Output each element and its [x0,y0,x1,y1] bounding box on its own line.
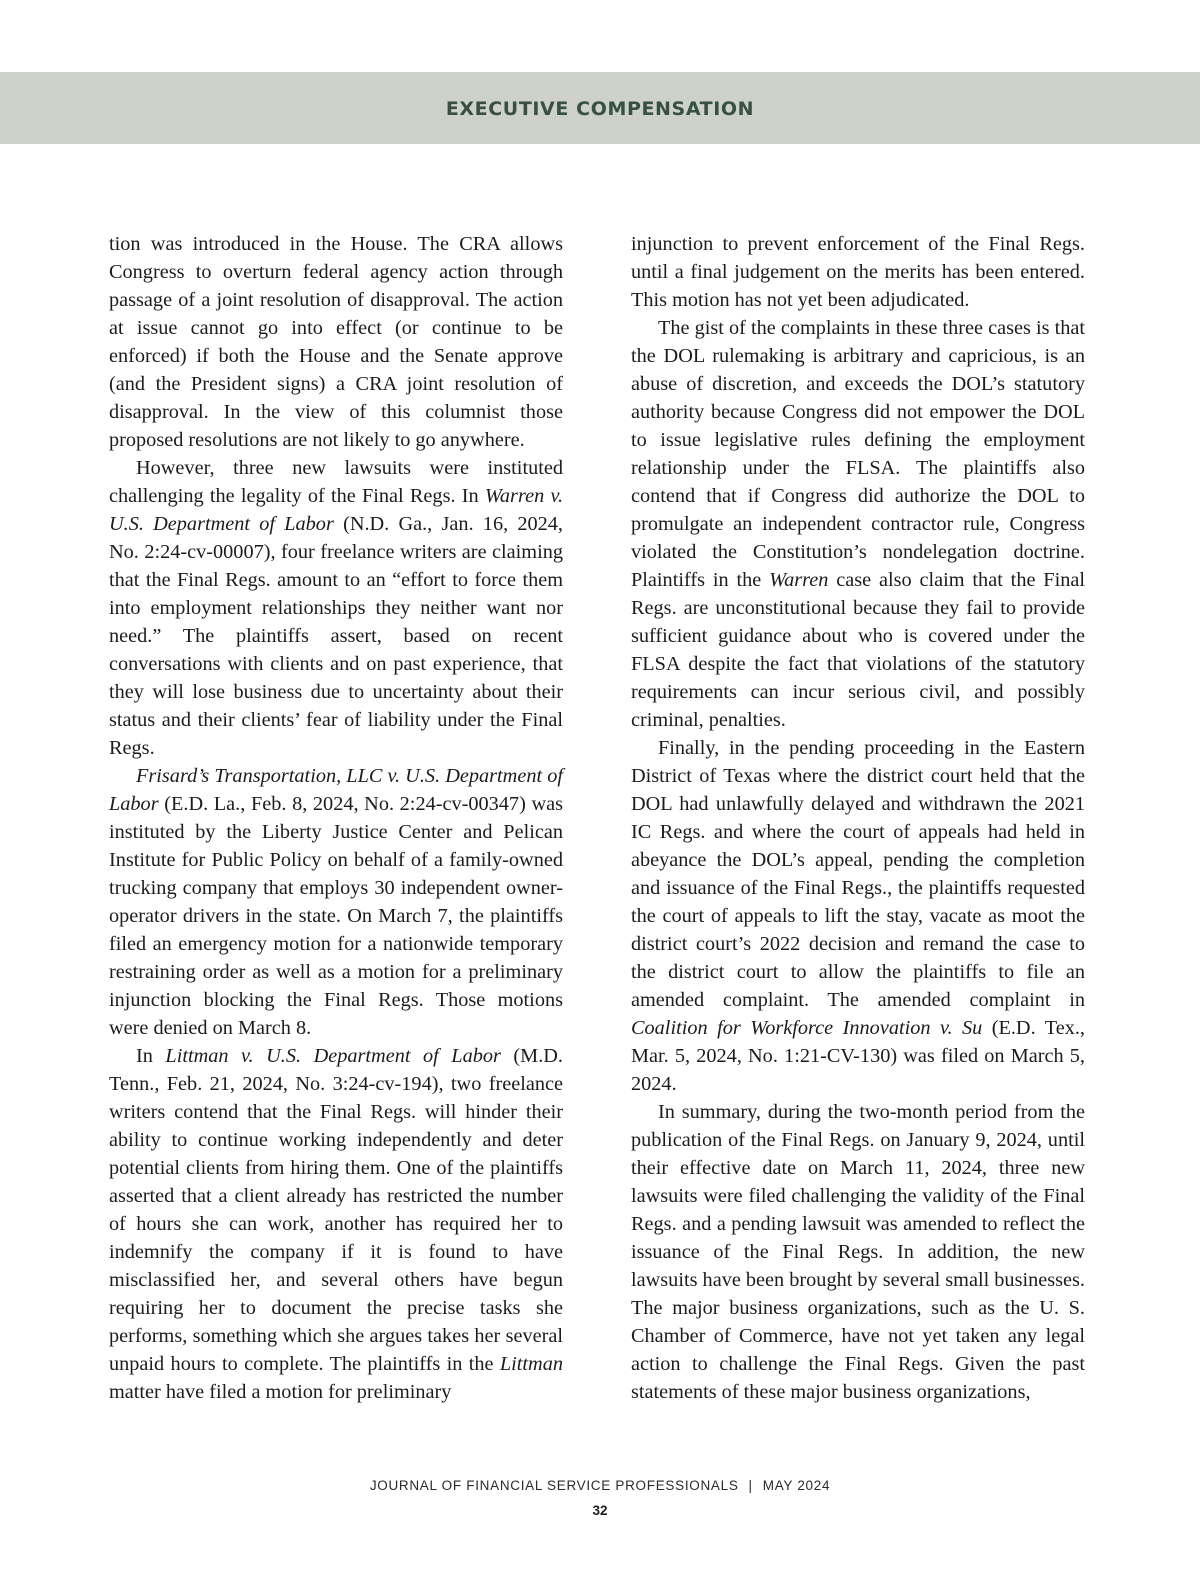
paragraph-text: In summary, during the two-month period from the publication of the Final Regs. on January 9, 2024, until their effective date on March 11, 2024, three new lawsuits were filed challenging the validity of the Final Regs. and a pending lawsuit was amended to reflect the issuance of the Final Regs. In addition, the new lawsuits have been brought by several small businesses. The major business organizations, such as the U. S. Chamber of Commerce, have not yet taken any legal action to challenge the Final Regs. Given the past statements of these major business organizations, [631,1101,1085,1403]
footer-separator: | [748,1478,753,1493]
case-name: Coalition for Workforce Innovation v. Su [631,1017,983,1039]
paragraph [109,762,563,1042]
paragraph-text: Finally, in the pending proceeding in the Eastern District of Texas where the district court held that the DOL had unlawfully delayed and withdrawn the 2021 IC Regs. and where the court of appeals had held in abeyance the DOL’s appeal, pending the completion and issuance of the Final Regs., the plaintiffs requested the court of appeals to lift the stay, vacate as moot the district court’s 2022 decision and remand the case to the district court to allow the plaintiffs to file an amended complaint. The amended complaint in [631,737,1085,1011]
case-name: Littman [499,1353,563,1375]
paragraph-text: The gist of the complaints in these three cases is that the DOL rulemaking is arbitrary and capricious, is an abuse of discretion, and exceeds the DOL’s statutory authority because Congress did not empower the DOL to issue legislative rules defining the employment relationship under the FLSA. The plaintiffs also contend that if Congress did authorize the DOL to promulgate an independent contractor rule, Congress violated the Constitution’s nondelegation doctrine. Plaintiffs in the [631,317,1085,591]
paragraph-text: injunction to prevent enforcement of the Final Regs. until a final judgement on the merits has been entered. This motion has not yet been adjudicated. [631,233,1085,311]
paragraph-text: In [136,1045,166,1067]
case-name: Warren v. U.S. Department of Labor [109,485,564,535]
paragraph [631,230,1085,314]
right-column [631,230,1085,1406]
paragraph [109,230,563,454]
left-column [109,230,563,1406]
footer-journal-line [0,1478,1200,1493]
paragraph-text: case also claim that the Final Regs. are unconstitutional because they fail to provide sufficient guidance about who is covered under the FLSA despite the fact that violations of the statutory requirements can incur serious civil, and possibly criminal, penalties. [631,569,1085,731]
case-name: Warren [769,569,829,591]
section-title: EXECUTIVE COMPENSATION [445,98,755,120]
paragraph [631,1098,1085,1406]
case-name: Littman v. U.S. Department of Labor [165,1045,501,1067]
case-name: Frisard’s Transportation, LLC v. U.S. Department of Labor [109,765,563,815]
paragraph [109,1042,563,1406]
paragraph-text: (E.D. Tex., Mar. 5, 2024, No. 1:21-CV-130) was filed on March 5, 2024. [631,1017,1085,1095]
paragraph-text: (E.D. La., Feb. 8, 2024, No. 2:24-cv-00347) was instituted by the Liberty Justice Center and Pelican Institute for Public Policy on behalf of a family-owned trucking company that employs 30 independent owner-operator drivers in the state. On March 7, the plaintiffs filed an emergency motion for a nationwide temporary restraining order as well as a motion for a preliminary injunction blocking the Final Regs. Those motions were denied on March 8. [109,793,563,1039]
paragraph [631,314,1085,734]
paragraph-text: tion was introduced in the House. The CRA allows Congress to overturn federal agency action through passage of a joint resolution of disapproval. The action at issue cannot go into effect (or continue to be enforced) if both the House and the Senate approve (and the President signs) a CRA joint resolution of disapproval. In the view of this columnist those proposed resolutions are not likely to go anywhere. [109,233,563,451]
paragraph-text: (N.D. Ga., Jan. 16, 2024, No. 2:24-cv-00007), four freelance writers are claiming that the Final Regs. amount to an “effort to force them into employment relationships they neither want nor need.” The plaintiffs assert, based on recent conversations with clients and on past experience, that they will lose business due to uncertainty about their status and their clients’ fear of liability under the Final Regs. [109,513,564,759]
paragraph-text: (M.D. Tenn., Feb. 21, 2024, No. 3:24-cv-194), two freelance writers contend that the Final Regs. will hinder their ability to continue working independently and deter potential clients from hiring them. One of the plaintiffs asserted that a client already has restricted the number of hours she can work, another has required her to indemnify the company if it is found to have misclassified her, and several others have begun requiring her to document the precise tasks she performs, something which she argues takes her several unpaid hours to complete. The plaintiffs in the [109,1045,563,1375]
page-number: 32 [592,1503,608,1518]
paragraph [631,734,1085,1098]
issue-date: MAY 2024 [762,1478,831,1493]
paragraph-text: However, three new lawsuits were instituted challenging the legality of the Final Regs. In [109,457,563,507]
section-header-band [0,72,1200,144]
paragraph-text: matter have filed a motion for preliminary [109,1381,452,1403]
paragraph [109,454,563,762]
journal-name: JOURNAL OF FINANCIAL SERVICE PROFESSIONALS [369,1478,739,1493]
